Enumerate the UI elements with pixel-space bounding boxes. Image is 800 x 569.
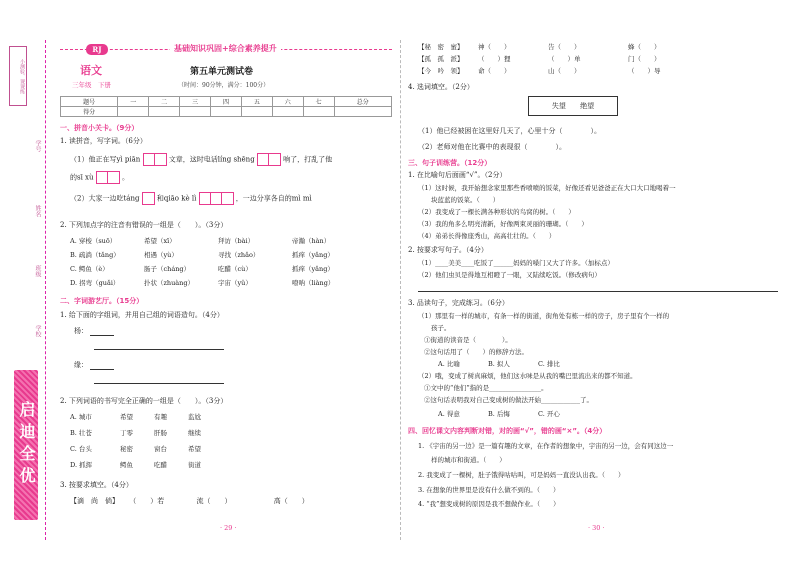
q5-group-4-c: （ ）导 bbox=[628, 67, 661, 75]
q3-word-b-label: 缘： bbox=[74, 361, 88, 369]
question-1-2-line bbox=[70, 192, 312, 205]
score-input-cell[interactable] bbox=[334, 107, 391, 117]
q9-passage-1: （1）那里有一样的城市，有条一样的街道，街角处有栋一样的房子，房子里有个一样的 bbox=[418, 312, 670, 320]
q2-option-d-4: 嘹呐（liàng） bbox=[292, 279, 335, 287]
q2-option-b-3: 寻找（zhǎo） bbox=[218, 251, 260, 259]
margin-label-class: 班级 bbox=[34, 265, 41, 277]
q9-sub-a: ①街道的读音是（ ）。 bbox=[424, 336, 512, 344]
q5-group-3-b: （ ）单 bbox=[548, 55, 581, 63]
section-heading-1: 一、拼音小关卡。（9分） bbox=[60, 124, 139, 132]
margin-note-box: 小测验、课课练 bbox=[9, 46, 27, 106]
writing-grid[interactable] bbox=[257, 153, 281, 166]
section-heading-4: 四、回忆课文内容判断对错，对的画“√”，错的画“×”。（4分） bbox=[408, 427, 607, 435]
q3-word-a bbox=[74, 326, 114, 336]
score-cell: 总分 bbox=[334, 97, 391, 107]
page-title: 第五单元测试卷 bbox=[190, 67, 254, 77]
q2-option-c-4: 抓痒（yǎng） bbox=[292, 265, 334, 273]
score-cell: 五 bbox=[241, 97, 272, 107]
q10-item: 4. “我”想变成树的原因是我不想做作业。（ ） bbox=[418, 500, 560, 508]
q7-item: 块蓝蓝的饭菜。（ ） bbox=[418, 196, 500, 204]
q2-option-c-3: 吃醋（cù） bbox=[218, 265, 252, 273]
answer-blank[interactable] bbox=[90, 335, 114, 336]
q1-2-text-b: 和qiāo kè lì bbox=[156, 194, 197, 203]
q5-blank[interactable]: （ ） bbox=[129, 497, 158, 505]
writing-grid[interactable] bbox=[143, 153, 167, 166]
q3-word-a-label: 杨： bbox=[74, 327, 88, 335]
q5-group-3-chars: 【孤 孤 派】 bbox=[418, 55, 464, 63]
score-cell: 题号 bbox=[61, 97, 118, 107]
page-subtitle: （时间：90分钟，满分：100分） bbox=[178, 82, 270, 89]
q4-option-a-2: 希望 bbox=[120, 413, 133, 421]
score-cell: 得分 bbox=[61, 107, 118, 117]
score-input-cell[interactable] bbox=[272, 107, 303, 117]
q1-1-text-d: 的sī xù bbox=[70, 173, 94, 182]
q4-option-d-1: D. 抓挥 bbox=[70, 461, 93, 469]
q5-group-2-c: 蜂（ ） bbox=[628, 43, 661, 51]
score-header-row bbox=[61, 97, 392, 107]
score-input-cell[interactable] bbox=[241, 107, 272, 117]
question-1-1-cont bbox=[70, 171, 129, 184]
writing-grid[interactable] bbox=[142, 192, 155, 205]
q1-1-text-c: 响了，打乱了他 bbox=[283, 155, 333, 164]
score-input-cell[interactable] bbox=[211, 107, 242, 117]
question-1-1-line bbox=[70, 153, 332, 166]
question-4: 2. 下列词语的书写完全正确的一组是（ ）。（3分） bbox=[60, 397, 228, 405]
score-cell: 二 bbox=[149, 97, 180, 107]
q3-sentence-b bbox=[94, 376, 224, 384]
word-choice: 失望 bbox=[551, 102, 566, 110]
q9-sub-d: ②这句话表明我对自己变成树的做法开始____________了。 bbox=[424, 396, 593, 404]
q9-b-option: A. 比喻 bbox=[438, 360, 460, 368]
page-fold-divider bbox=[400, 40, 401, 540]
q5-group-2-a: 神（ ） bbox=[478, 43, 511, 51]
q7-item: （4）弟弟长得像座秀山，高高壮壮的。（ ） bbox=[418, 232, 556, 240]
q2-option-d-2: 扑状（zhuàng） bbox=[144, 279, 195, 287]
score-value-row bbox=[61, 107, 392, 117]
q10-item: 2. 我变成了一棵树，肚子饿得咕咕叫，可是妈妈一直没认出我。（ ） bbox=[418, 471, 625, 479]
q9-e-option: A. 得意 bbox=[438, 410, 460, 418]
grade-label: 三年级 下册 bbox=[72, 81, 111, 89]
q4-option-a-3: 有趣 bbox=[154, 413, 167, 421]
question-5: 3. 按要求填空。（4分） bbox=[60, 481, 133, 489]
q3-sentence-a bbox=[94, 342, 224, 350]
q2-option-d-1: D. 拐弯（guǎi） bbox=[70, 279, 120, 287]
q7-item: （1）这时候，我开始想念家里那些香喷喷的饭菜，好像还看见爸爸正在大口大口地喝着一 bbox=[418, 184, 676, 192]
q1-1-text-a: （1）他正在写yì piān bbox=[70, 155, 141, 164]
q5-group-2-chars: 【秘 密 蜜】 bbox=[418, 43, 464, 51]
q9-sub-c: ①文中的“他们”指的是________________。 bbox=[424, 384, 548, 392]
q9-e-option: C. 开心 bbox=[538, 410, 560, 418]
q9-passage-2: （2）哦，变成了树真麻烦，他们这水味是从我的嘴巴里流出来的都不知道。 bbox=[418, 372, 637, 380]
q5-group-3-c: 门（ ） bbox=[628, 55, 661, 63]
q5-word-c: 高（ ） bbox=[273, 497, 309, 505]
section-heading-3: 三、句子训练营。（12分） bbox=[408, 159, 492, 167]
q9-b-option: C. 排比 bbox=[538, 360, 560, 368]
margin-label-name: 姓名 bbox=[34, 205, 41, 217]
q10-item: 3. 在想象的世界里是没有什么做不到的。（ ） bbox=[418, 486, 560, 494]
q5-row-1 bbox=[70, 496, 309, 506]
brand-logo: 启迪全优 bbox=[14, 370, 38, 520]
q4-option-b-3: 肝肠 bbox=[154, 429, 167, 437]
q10-item: 样的城市和街道。（ ） bbox=[418, 456, 506, 464]
q10-item: 1. 《宇宙的另一边》是一篇有趣的文章，在作者的想象中，宇宙的另一边，会有同这边一 bbox=[418, 442, 674, 450]
answer-blank[interactable] bbox=[94, 383, 224, 384]
word-choice-box bbox=[528, 96, 618, 116]
q2-option-a-4: 帝瀚（hàn） bbox=[292, 237, 331, 245]
section-heading-2: 二、字词游艺厅。（15分） bbox=[60, 297, 144, 305]
writing-grid[interactable] bbox=[96, 171, 120, 184]
score-input-cell[interactable] bbox=[118, 107, 149, 117]
score-cell: 六 bbox=[272, 97, 303, 107]
q8-answer-line bbox=[418, 284, 778, 292]
banner-text: 基础知识巩固+综合素养提升 bbox=[170, 43, 281, 54]
score-table bbox=[60, 96, 392, 117]
q8-item-1: （1）____美美____吃饭了______妈妈的嗓门又大了许多。（加标点） bbox=[418, 259, 614, 267]
q5-char-group: 【滴 尚 倘】 bbox=[70, 497, 119, 505]
q5-group-4-b: 山（ ） bbox=[548, 67, 581, 75]
page-number-right: · 30 · bbox=[588, 524, 605, 532]
q5-word-b: 流（ ） bbox=[196, 497, 232, 505]
question-2: 2. 下列加点字的注音有错误的一组是（ ）。（3分） bbox=[60, 221, 228, 229]
score-input-cell[interactable] bbox=[180, 107, 211, 117]
q4-option-c-4: 希望 bbox=[188, 445, 201, 453]
q4-option-b-1: B. 壮苍 bbox=[70, 429, 92, 437]
q5-group-4-a: 命（ ） bbox=[478, 67, 511, 75]
q4-option-b-4: 继续 bbox=[188, 429, 201, 437]
q8-item-2: （2）他们虫贝是得地互相瞪了一眼，又陆续吃饭。（修改病句） bbox=[418, 271, 601, 279]
score-cell: 七 bbox=[303, 97, 334, 107]
question-6: 4. 选词填空。（2分） bbox=[408, 83, 474, 91]
score-cell: 一 bbox=[118, 97, 149, 107]
edition-badge: RJ bbox=[86, 44, 108, 55]
score-cell: 四 bbox=[211, 97, 242, 107]
question-7: 1. 在比喻句后面画“√”。（2分） bbox=[408, 171, 507, 179]
q3-word-b bbox=[74, 360, 114, 370]
q6-item-2: （2）老师对他在比赛中的表现很（ ）。 bbox=[418, 143, 566, 151]
score-input-cell[interactable] bbox=[149, 107, 180, 117]
q9-b-option: B. 拟人 bbox=[488, 360, 510, 368]
q2-option-b-2: 相遇（yù） bbox=[144, 251, 178, 259]
q2-option-b-1: B. 疏淌（tǎng） bbox=[70, 251, 120, 259]
q1-1-text-e: 。 bbox=[121, 173, 129, 182]
q4-option-c-2: 秘密 bbox=[120, 445, 133, 453]
q5-word-a: 若 bbox=[157, 497, 165, 505]
q7-item: （2）我变成了一棵长满各种形状的鸟窝的树。（ ） bbox=[418, 208, 575, 216]
q5-group-3-a: （ ）狸 bbox=[478, 55, 511, 63]
question-9: 3. 品读句子，完成练习。（6分） bbox=[408, 299, 509, 307]
question-1: 1. 读拼音，写字词。（6分） bbox=[60, 137, 147, 145]
q2-option-c-1: C. 鳄鱼（è） bbox=[70, 265, 109, 273]
q5-group-4-chars: 【今 吟 领】 bbox=[418, 67, 464, 75]
q1-2-text-a: （2）大家一边吃táng bbox=[70, 194, 140, 203]
q2-option-b-4: 抓痒（yǎng） bbox=[292, 251, 334, 259]
q7-item: （3）我的角多么明亮清新，好像两束灵丽的珊瑚。（ ） bbox=[418, 220, 588, 228]
score-cell: 三 bbox=[180, 97, 211, 107]
score-input-cell[interactable] bbox=[303, 107, 334, 117]
answer-blank[interactable] bbox=[94, 349, 224, 350]
q4-option-c-1: C. 台头 bbox=[70, 445, 92, 453]
q2-option-a-1: A. 穿梭（suō） bbox=[70, 237, 117, 245]
q2-option-a-2: 希望（xī） bbox=[144, 237, 176, 245]
q4-option-d-3: 吃醋 bbox=[154, 461, 167, 469]
q1-2-text-c: ，一边分享各自的mì mì bbox=[235, 194, 312, 203]
q2-option-a-3: 拜访（bài） bbox=[218, 237, 255, 245]
q2-option-c-2: 肠子（cháng） bbox=[144, 265, 191, 273]
q4-option-c-3: 窗台 bbox=[154, 445, 167, 453]
q2-option-d-3: 宇宙（yǔ） bbox=[218, 279, 252, 287]
left-page bbox=[60, 40, 392, 540]
subject-title: 语文 bbox=[80, 64, 102, 77]
answer-blank[interactable] bbox=[90, 369, 114, 370]
word-choice: 绝望 bbox=[580, 102, 595, 110]
q9-passage-1-cont: 孩子。 bbox=[418, 324, 451, 332]
q9-sub-b: ②这句话用了（ ）的修辞方法。 bbox=[424, 348, 528, 356]
page-number-left: · 29 · bbox=[220, 524, 237, 532]
answer-blank[interactable] bbox=[418, 291, 778, 292]
q4-option-a-4: 监尬 bbox=[188, 413, 201, 421]
q9-e-option: B. 后悔 bbox=[488, 410, 510, 418]
right-page bbox=[408, 40, 793, 540]
margin-label-student-id: 学号 bbox=[34, 140, 41, 152]
q5-group-2-b: 告（ ） bbox=[548, 43, 581, 51]
q4-option-a-1: A. 城市 bbox=[70, 413, 92, 421]
q6-item-1: （1）他已经被困在这里好几天了，心里十分（ ）。 bbox=[418, 127, 601, 135]
q1-1-text-b: 文章，这时电话líng shēng bbox=[168, 155, 255, 164]
margin-label-school: 学校 bbox=[34, 325, 41, 337]
q4-option-b-2: 丁零 bbox=[120, 429, 133, 437]
q4-option-d-2: 鳄鱼 bbox=[120, 461, 133, 469]
question-3: 1. 给下面的字组词，并用自己组的词语造句。（4分） bbox=[60, 311, 224, 319]
q4-option-d-4: 街道 bbox=[188, 461, 201, 469]
writing-grid[interactable] bbox=[199, 192, 234, 205]
binding-margin bbox=[6, 40, 46, 540]
question-8: 2. 按要求写句子。（4分） bbox=[408, 246, 488, 254]
